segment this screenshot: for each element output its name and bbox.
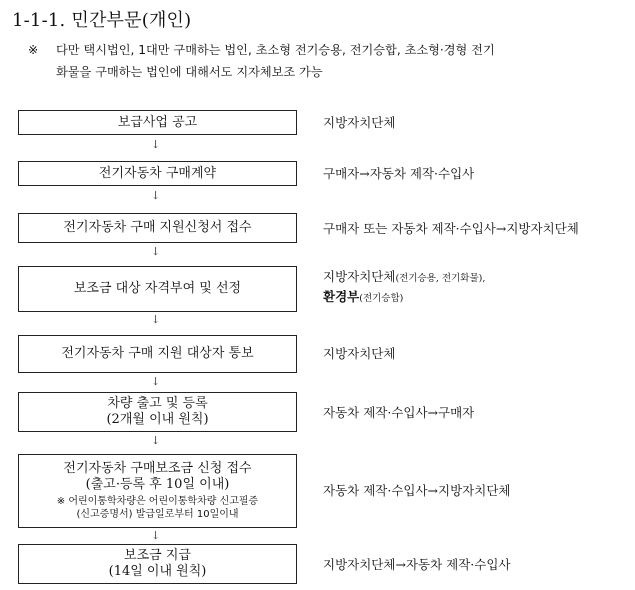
down-arrow-icon: ↓	[151, 245, 161, 258]
step-sublabel: (2개월 이내 원칙)	[106, 412, 209, 427]
step-responsible: 지방자치단체→자동차 제작·수입사	[323, 557, 511, 572]
step-responsible: 지방자치단체	[323, 346, 396, 361]
step-box-subsidy-application	[18, 454, 297, 528]
resp-primary-detail: (전기승용, 전기화물),	[395, 273, 486, 284]
step-label: 보조금 지급	[124, 548, 191, 563]
step-box-subsidy-payment	[18, 544, 297, 584]
down-arrow-icon: ↓	[151, 313, 161, 326]
step-box-notification	[18, 335, 297, 373]
step-label: 전기자동차 구매 지원신청서 접수	[63, 220, 252, 235]
step-responsible: 지방자치단체	[323, 115, 396, 130]
down-arrow-icon: ↓	[151, 375, 161, 388]
step-box-purchase-contract	[18, 161, 297, 186]
page-title: 1-1-1. 민간부문(개인)	[12, 10, 192, 31]
step-label: 전기자동차 구매보조금 신청 접수	[63, 461, 252, 476]
note-mark: ※	[28, 43, 39, 57]
down-arrow-icon: ↓	[151, 189, 161, 202]
resp-secondary-detail: (전기승합)	[359, 293, 404, 304]
step-responsible: 자동차 제작·수입사→구매자	[323, 405, 475, 420]
step-footnote: (신고증명서) 발급일로부터 10일이내	[76, 509, 239, 520]
step-label: 보조금 대상 자격부여 및 선정	[73, 281, 242, 296]
resp-secondary: 환경부	[323, 289, 360, 304]
step-responsible: 구매자 또는 자동차 제작·수입사→지방자치단체	[323, 221, 579, 236]
step-footnote: ※ 어린이통학차량은 어린이통학차량 신고필증	[56, 496, 259, 507]
step-box-announcement	[18, 110, 297, 135]
step-label: 전기자동차 구매 지원 대상자 통보	[61, 346, 254, 361]
step-sublabel: (출고·등록 후 10일 이내)	[85, 477, 230, 492]
step-box-eligibility-selection	[18, 266, 297, 312]
note-line-1: 다만 택시법인, 1대만 구매하는 법인, 초소형 전기승용, 전기승합, 초소형·경형 전기	[56, 43, 495, 57]
step-sublabel: (14일 이내 원칙)	[108, 564, 207, 579]
step-box-application-receipt	[18, 213, 297, 243]
step-responsible: 자동차 제작·수입사→지방자치단체	[323, 483, 511, 498]
step-label: 차량 출고 및 등록	[107, 396, 208, 411]
step-responsible-multi	[323, 269, 485, 307]
step-responsible: 구매자→자동차 제작·수입사	[323, 166, 475, 181]
down-arrow-icon: ↓	[151, 138, 161, 151]
down-arrow-icon: ↓	[151, 529, 161, 542]
note-line-2: 화물을 구매하는 법인에 대해서도 지자체보조 가능	[56, 65, 323, 79]
step-box-release-registration	[18, 392, 297, 432]
down-arrow-icon: ↓	[151, 434, 161, 447]
step-label: 보급사업 공고	[117, 114, 198, 130]
step-label: 전기자동차 구매계약	[98, 165, 217, 181]
resp-primary: 지방자치단체	[323, 269, 396, 284]
